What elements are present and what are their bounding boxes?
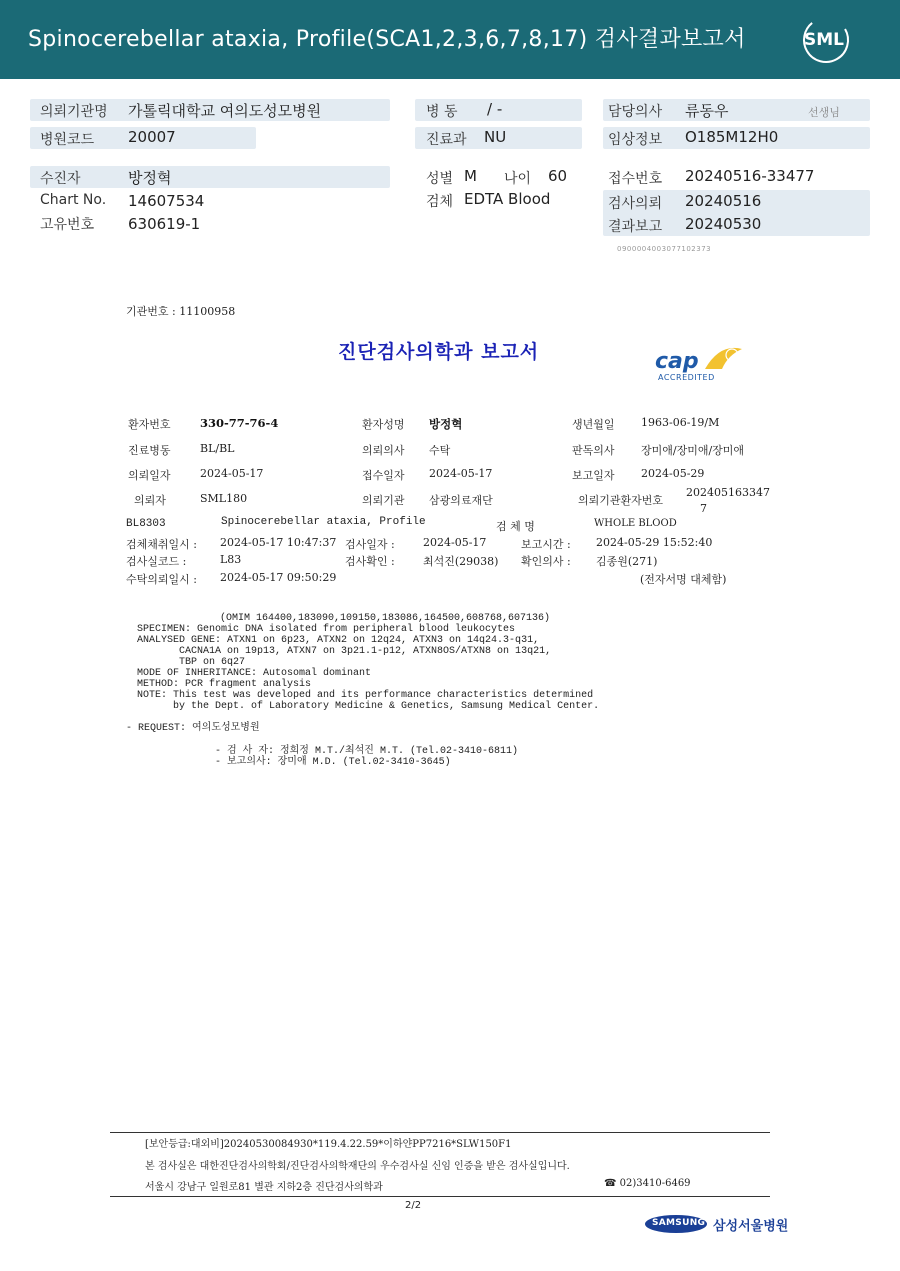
- doctor-label: 담당의사: [608, 104, 663, 120]
- clinical-label: 임상정보: [608, 132, 663, 148]
- institution-patient-no-label: 의뢰기관환자번호: [578, 494, 664, 507]
- report-value: 20240530: [685, 215, 762, 233]
- sex-label: 성별: [426, 171, 454, 187]
- ward-value: BL/BL: [200, 442, 235, 455]
- birthdate-label: 생년월일: [572, 418, 615, 431]
- patient-value: 방정혁: [128, 169, 172, 187]
- report-body-line: TBP on 6q27: [137, 657, 246, 668]
- samsung-logo: SAMSUNG: [645, 1215, 707, 1233]
- request-date-label: 의뢰일자: [128, 469, 171, 482]
- report-label: 결과보고: [608, 219, 663, 235]
- report-date-value: 2024-05-29: [641, 467, 705, 480]
- patient-name-label: 환자성명: [362, 418, 405, 431]
- hospital-name: 삼성서울병원: [713, 1219, 789, 1234]
- test-name: Spinocerebellar ataxia, Profile: [221, 516, 426, 528]
- hospital-code-label: 병원코드: [40, 132, 95, 148]
- specimen-label: 검체: [426, 194, 454, 210]
- requesting-doctor-value: 수탁: [429, 444, 451, 457]
- accreditation-notice: 본 검사실은 대한진단검사의학회/진단검사의학재단의 우수검사실 신임 인증을 받은 검사실입니다.: [145, 1161, 570, 1172]
- report-body-line: ANALYSED GENE: ATXN1 on 6p23, ATXN2 on 12q24, ATXN3 on 14q24.3-q31,: [137, 635, 540, 646]
- reading-doctor-value: 장미애/장미애/장미애: [641, 444, 745, 457]
- specimen-name-label: 검 체 명: [496, 520, 535, 533]
- test-date-label: 검사일자 :: [345, 538, 395, 551]
- staff-line-2: - 보고의사: 장미애 M.D. (Tel.02-3410-3645): [215, 757, 451, 768]
- birthdate-value: 1963-06-19/M: [641, 416, 720, 429]
- report-body-line: SPECIMEN: Genomic DNA isolated from peripheral blood leukocytes: [137, 624, 516, 635]
- requester-label: 의뢰자: [134, 494, 166, 507]
- dept-label: 진료과: [426, 132, 467, 148]
- request-date-value: 2024-05-17: [200, 467, 264, 480]
- institution-value: 가톨릭대학교 여의도성모병원: [128, 102, 322, 120]
- collect-label: 검체채취일시 :: [126, 538, 197, 551]
- report-body-line: by the Dept. of Laboratory Medicine & Genetics, Samsung Medical Center.: [137, 701, 600, 712]
- chart-value: 14607534: [128, 192, 205, 210]
- cap-accredited-logo: cap ACCREDITED: [650, 343, 750, 387]
- security-line: [보안등급:대외비]20240530084930*119.4.22.59*이하얀PP7216*SLW150F1: [145, 1139, 512, 1150]
- requesting-institution-value: 삼광의료재단: [429, 494, 493, 507]
- receipt-label: 접수번호: [608, 171, 663, 187]
- sex-value: M: [464, 167, 477, 185]
- e-signature-note: (전자서명 대체함): [640, 573, 727, 586]
- dept-value: NU: [484, 128, 507, 146]
- report-body-line: MODE OF INHERITANCE: Autosomal dominant: [137, 668, 372, 679]
- id-label: 고유번호: [40, 217, 95, 233]
- patient-no-label: 환자번호: [128, 418, 171, 431]
- hospital-code-value: 20007: [128, 128, 176, 146]
- report-title: Spinocerebellar ataxia, Profile(SCA1,2,3,6,7,8,17) 검사결과보고서: [28, 27, 746, 52]
- phone: ☎ 02)3410-6469: [604, 1178, 691, 1189]
- address: 서울시 강남구 일원로81 별관 지하2층 진단검사의학과: [145, 1182, 383, 1193]
- report-body-line: CACNA1A on 19p13, ATXN7 on 3p21.1-p12, ATXN8OS/ATXN8 on 13q21,: [137, 646, 552, 657]
- ward-value: / -: [487, 100, 503, 118]
- requesting-institution-label: 의뢰기관: [362, 494, 405, 507]
- test-code: BL8303: [126, 518, 166, 530]
- confirm-doctor-label: 확인의사 :: [521, 555, 571, 568]
- doctor-suffix: 선생님: [808, 106, 840, 119]
- report-time-label: 보고시간 :: [521, 538, 571, 551]
- ward-label: 병 동: [426, 104, 458, 120]
- specimen-name: WHOLE BLOOD: [594, 518, 677, 529]
- age-value: 60: [548, 167, 568, 185]
- patient-name-value: 방정혁: [429, 417, 463, 431]
- requesting-doctor-label: 의뢰의사: [362, 444, 405, 457]
- receipt-date-value: 2024-05-17: [429, 467, 493, 480]
- page-number: 2/2: [405, 1200, 422, 1211]
- chart-label: Chart No.: [40, 192, 107, 208]
- clinical-value: O185M12H0: [685, 128, 779, 146]
- institution-label: 의뢰기관명: [40, 104, 108, 120]
- barcode-number: 0900004003077102373: [617, 245, 712, 253]
- verified-label: 검사확인 :: [345, 555, 395, 568]
- request-label: 검사의뢰: [608, 196, 663, 212]
- reading-doctor-label: 판독의사: [572, 444, 615, 457]
- confirm-doctor-value: 김종원(271): [596, 555, 658, 568]
- specimen-value: EDTA Blood: [464, 190, 551, 208]
- staff-line-1: - 검 사 자: 정희정 M.T./최석진 M.T. (Tel.02-3410-6811): [215, 746, 518, 757]
- request-value: 20240516: [685, 192, 762, 210]
- receipt-value: 20240516-33477: [685, 167, 815, 185]
- report-time-value: 2024-05-29 15:52:40: [596, 536, 713, 549]
- report-date-label: 보고일자: [572, 469, 615, 482]
- request-line: - REQUEST: 여의도성모병원: [126, 723, 260, 734]
- consign-label: 수탁의뢰일시 :: [126, 573, 197, 586]
- lab-code-label: 검사실코드 :: [126, 555, 187, 568]
- test-date-value: 2024-05-17: [423, 536, 487, 549]
- consign-value: 2024-05-17 09:50:29: [220, 571, 337, 584]
- report-body-line: METHOD: PCR fragment analysis: [137, 679, 312, 690]
- patient-row: [30, 166, 390, 188]
- requester-value: SML180: [200, 492, 248, 505]
- footer-divider-top: [110, 1132, 770, 1133]
- lab-code-value: L83: [220, 553, 242, 566]
- verified-value: 최석진(29038): [423, 555, 499, 568]
- institution-number: 기관번호 : 11100958: [126, 305, 236, 318]
- collect-value: 2024-05-17 10:47:37: [220, 536, 337, 549]
- id-value: 630619-1: [128, 215, 201, 233]
- age-label: 나이: [504, 171, 532, 187]
- sml-logo: SML: [800, 14, 852, 66]
- report-body-line: NOTE: This test was developed and its performance characteristics determined: [137, 690, 594, 701]
- omim-line: (OMIM 164400,183090,109150,183086,164500,608768,607136): [220, 613, 551, 624]
- patient-no-value: 330-77-76-4: [200, 416, 279, 430]
- ward-label: 진료병동: [128, 444, 171, 457]
- footer-divider-bottom: [110, 1196, 770, 1197]
- report-body: [137, 624, 599, 712]
- patient-label: 수진자: [40, 171, 81, 187]
- doctor-value: 류동우: [685, 102, 729, 120]
- ref-no-tail: 7: [700, 502, 707, 515]
- report-doc-title: 진단검사의학과 보고서: [338, 341, 540, 363]
- receipt-date-label: 접수일자: [362, 469, 405, 482]
- institution-patient-no-value: 202405163347: [686, 486, 770, 499]
